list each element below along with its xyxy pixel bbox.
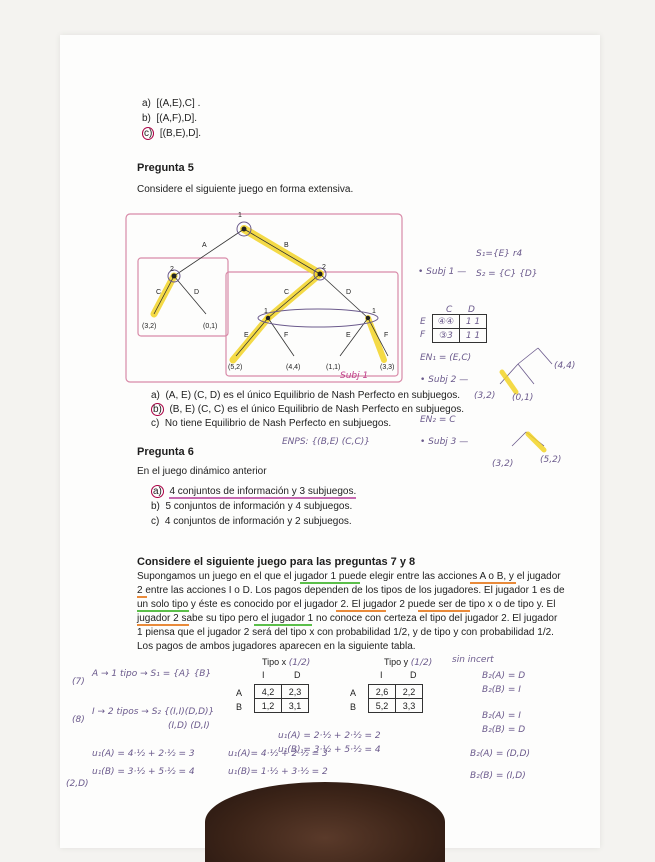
tree-f2: F	[384, 332, 389, 339]
root-node	[242, 227, 247, 232]
note-enps: ENPS: {(B,E) (C,C)}	[282, 437, 370, 447]
note-calc-1: u₁(A) = 2·½ + 2·½ = 2	[278, 731, 381, 741]
tree-node2-right: 2	[322, 264, 326, 271]
q5-option-c: c) No tiene Equilibrio de Nash Perfecto en subjuegos.	[151, 418, 392, 429]
note-p8: (8)	[72, 715, 85, 725]
tree-info-left: 1	[264, 308, 268, 315]
note-bottom-d: B₂(A) = (D,D)	[470, 749, 530, 759]
q5-prompt: Considere el siguiente juego en forma extensiva.	[137, 184, 354, 195]
q78-line-1: Supongamos un juego en el que el jugador 1 puede elegir entre las acciones A o B, y el jugador	[137, 571, 561, 582]
note-subj2-pay-c: (0,1)	[512, 393, 534, 403]
type-x-cell: 1,2	[255, 699, 282, 713]
tree-left-c: C	[156, 289, 162, 296]
note-mini-d: D	[468, 305, 475, 315]
note-bottom-e: B₂(B) = (I,D)	[470, 771, 526, 781]
type-y-row-b: B	[350, 702, 357, 712]
q4-option-b: b) [(A,F),D].	[142, 113, 198, 124]
type-x-col-d: D	[294, 670, 301, 680]
q6-option-a: a) 4 conjuntos de información y 3 subjuegos.	[153, 486, 357, 497]
type-x-cell: 4,2	[255, 685, 282, 699]
q78-title: Considere el siguiente juego para las preguntas 7 y 8	[137, 556, 416, 568]
payoff-0-1: (0,1)	[203, 323, 218, 330]
sketch3-highlight	[528, 434, 544, 450]
type-x-label: Tipo x (1/2)	[262, 657, 311, 668]
note-mini-11b: 1 1	[460, 329, 487, 343]
tree-node2-left: 2	[170, 266, 174, 273]
tree-right-c: C	[284, 289, 290, 296]
type-y-row-a: A	[350, 688, 357, 698]
type-y-cell: 2,6	[369, 685, 396, 699]
note-subj2-pay: (4,4)	[554, 361, 576, 371]
note-bottom-b: u₁(B) = 3·½ + 5·½ = 4	[92, 767, 195, 777]
q6-option-b: b) 5 conjuntos de información y 4 subjuegos.	[151, 501, 353, 512]
tree-right-d: D	[346, 289, 352, 296]
type-x-row-a: A	[236, 688, 243, 698]
highlight-f	[368, 318, 384, 360]
note-subj2-pay-b: (3,2)	[474, 391, 496, 401]
note-p7-a: A → 1 tipo → S₁ = {A} {B}	[92, 669, 212, 679]
sketch-highlight	[502, 372, 516, 392]
note-b2-x-a: B₂(A) = D	[482, 671, 526, 681]
note-bottom-c: (2,D)	[66, 779, 89, 789]
note-mini-matrix	[432, 314, 487, 343]
branch-e1	[236, 318, 268, 356]
type-y-cell: 5,2	[369, 699, 396, 713]
q6-title: Pregunta 6	[137, 446, 194, 458]
note-mini-11: 1 1	[460, 315, 487, 329]
note-calc-3: u₁(A)= 4·½ + 2·½ = 3	[228, 749, 328, 759]
note-subj1-s2: S₂ = {C} {D}	[476, 269, 538, 279]
note-subj1-s1: S₁={E} r4	[476, 249, 523, 259]
note-b2-y-b: B₂(B) = D	[482, 725, 526, 735]
q78-line-2: 2 entre las acciones I o D. Los pagos dependen de los tipos de los jugadores. El jugador 1 es de	[137, 585, 565, 596]
tree-f1: F	[284, 332, 289, 339]
q6-option-c: c) 4 conjuntos de información y 2 subjuegos.	[151, 516, 352, 527]
note-mini-e: E	[420, 317, 426, 327]
sketch-branch-4	[518, 364, 534, 384]
type-y-table	[368, 684, 423, 713]
payoff-5-2: (5,2)	[228, 364, 243, 371]
note-p7: (7)	[72, 677, 85, 687]
branch-left-d	[174, 276, 206, 314]
payoff-3-3: (3,3)	[380, 364, 395, 371]
sketch-branch-1	[518, 348, 538, 364]
note-subj1-tag: Subj 1	[340, 371, 369, 381]
q78-line-3: un solo tipo y éste es conocido por el jugador 2. El jugador 2 puede ser de tipo x o de tipo y. El	[137, 599, 556, 610]
mark-tipo-y	[418, 610, 470, 612]
note-calc-4: u₁(B)= 1·½ + 3·½ = 2	[228, 767, 328, 777]
tree-action-b: B	[284, 242, 289, 249]
sketch3-branch-a	[512, 432, 526, 446]
note-mini-c: C	[446, 305, 453, 315]
note-subj3-pay-a: (3,2)	[492, 459, 514, 469]
payoff-3-2: (3,2)	[142, 323, 157, 330]
note-subj3-pay-b: (5,2)	[540, 455, 562, 465]
type-y-col-d: D	[410, 670, 417, 680]
mark-jugador2-b	[137, 596, 147, 598]
tree-action-a: A	[202, 242, 207, 249]
type-y-cell: 2,2	[396, 685, 423, 699]
note-en2: EN₂ = C	[420, 415, 456, 425]
q4-option-c: c) [(B,E),D].	[144, 128, 202, 139]
type-y-col-i: I	[380, 670, 383, 680]
note-calc-2: u₁(B) = 3·½ + 5·½ = 4	[278, 745, 381, 755]
note-mini-44: ④④	[433, 315, 460, 329]
tree-left-d: D	[194, 289, 200, 296]
type-x-cell: 3,1	[282, 699, 309, 713]
note-mini-33: ③3	[433, 329, 460, 343]
type-y-label: Tipo y (1/2)	[384, 657, 433, 668]
note-bottom-a: u₁(A) = 4·½ + 2·½ = 3	[92, 749, 195, 759]
note-b2-x-b: B₂(B) = I	[482, 685, 521, 695]
tree-e2: E	[346, 332, 351, 339]
q5-option-a: a) (A, E) (C, D) es el único Equilibrio de Nash Perfecto en subjuegos.	[151, 390, 461, 401]
branch-b	[244, 229, 320, 274]
note-p8-b: (I,D) (D,I)	[168, 721, 210, 731]
note-sin-incert: sin incert	[452, 655, 494, 665]
note-subj3: • Subj 3 —	[420, 437, 469, 447]
type-y-cell: 3,3	[396, 699, 423, 713]
mark-jugador1	[300, 582, 360, 584]
type-x-row-b: B	[236, 702, 243, 712]
payoff-4-4: (4,4)	[286, 364, 301, 371]
mark-jug2-tipo	[336, 610, 386, 612]
branch-a	[174, 229, 244, 276]
mark-jug1-no	[254, 624, 312, 626]
note-en1: EN₁ = (E,C)	[420, 353, 472, 363]
tree-info-right: 1	[372, 308, 376, 315]
q5-title: Pregunta 5	[137, 162, 194, 174]
note-mini-f: F	[420, 330, 426, 340]
note-b2-y-a: B₂(A) = I	[482, 711, 521, 721]
information-set	[258, 309, 378, 327]
note-subj2: • Subj 2 —	[420, 375, 469, 385]
tree-e1: E	[244, 332, 249, 339]
type-x-table	[254, 684, 309, 713]
tree-root-label: 1	[238, 212, 242, 219]
note-p8-a: I → 2 tipos → S₂ {(I,I)(D,D)}	[92, 707, 215, 717]
note-subj1: • Subj 1 —	[418, 267, 467, 277]
q4-option-a: a) [(A,E),C] .	[142, 98, 201, 109]
q78-line-6: Los pagos de ambos jugadores aparecen en la siguiente tabla.	[137, 641, 416, 652]
sketch-branch-2	[538, 348, 552, 364]
mark-jug2-sabe	[137, 624, 189, 626]
info-node-right	[366, 316, 370, 320]
type-x-cell: 2,3	[282, 685, 309, 699]
q78-line-5: 1 piensa que el jugador 2 será del tipo x con probabilidad 1/2, y de tipo y con probabilidad 1/2.	[137, 627, 554, 638]
photo-thumb	[205, 782, 445, 862]
mark-solo-tipo	[137, 610, 189, 612]
q78-line-4: jugador 2 sabe su tipo pero el jugador 1 no conoce con certeza el tipo del jugador 2. El jugador	[137, 613, 558, 624]
payoff-1-1: (1,1)	[326, 364, 341, 371]
q5-option-b: b) (B, E) (C, C) es el único Equilibrio de Nash Perfecto en subjuegos.	[153, 404, 465, 415]
mark-jugador2	[470, 582, 516, 584]
q6-prompt: En el juego dinámico anterior	[137, 466, 267, 477]
type-x-col-i: I	[262, 670, 265, 680]
